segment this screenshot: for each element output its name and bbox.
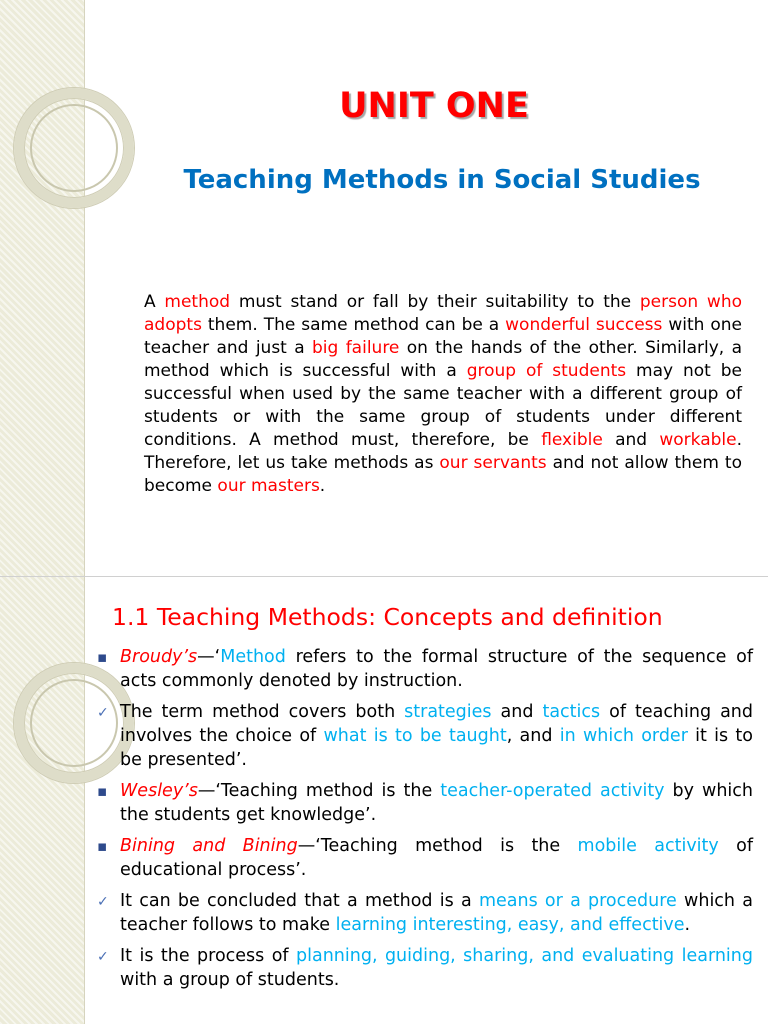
definitions-list xyxy=(95,645,753,999)
list-item: ✓ It can be concluded that a method is a means or a procedure which a teacher follows to make learning interesting, easy, and effective. xyxy=(97,891,753,935)
checkmark-bullet-icon: ✓ xyxy=(97,894,109,910)
decorative-strip xyxy=(0,0,85,576)
square-bullet-icon: ▪ xyxy=(97,837,108,855)
intro-paragraph: A method must stand or fall by their suitability to the person who adopts them. The same method can be a wonderful success with one teacher and just a big failure on the hands of the other. Similarly, a method which is successful with a group of students may not be successful when used by the same teacher with a different group of students or with the same group of students under different conditions. A method must, therefore, be flexible and workable. Therefore, let us take methods as our servants and not allow them to become our masters. xyxy=(144,292,743,496)
section-heading: 1.1 Teaching Methods: Concepts and definition xyxy=(112,603,663,631)
unit-subtitle: Teaching Methods in Social Studies xyxy=(183,165,701,195)
decorative-strip xyxy=(0,577,85,1024)
list-item: ✓ The term method covers both strategies and tactics of teaching and involves the choice of what is to be taught, and in which order it is to be presented’. xyxy=(97,702,753,770)
checkmark-bullet-icon: ✓ xyxy=(97,705,109,721)
list-item: ✓ It is the process of planning, guiding, sharing, and evaluating learning with a group of students. xyxy=(97,946,753,990)
checkmark-bullet-icon: ✓ xyxy=(97,949,109,965)
list-item: ▪ Broudy’s—‘Method refers to the formal structure of the sequence of acts commonly denoted by instruction. xyxy=(97,647,753,691)
square-bullet-icon: ▪ xyxy=(97,782,108,800)
unit-title: UNIT ONE xyxy=(339,86,529,126)
list-item: ▪ Bining and Bining—‘Teaching method is the mobile activity of educational process’. xyxy=(97,836,754,880)
square-bullet-icon: ▪ xyxy=(97,648,108,666)
list-item: ▪ Wesley’s—‘Teaching method is the teacher-operated activity by which the students get knowledge’. xyxy=(97,781,754,825)
